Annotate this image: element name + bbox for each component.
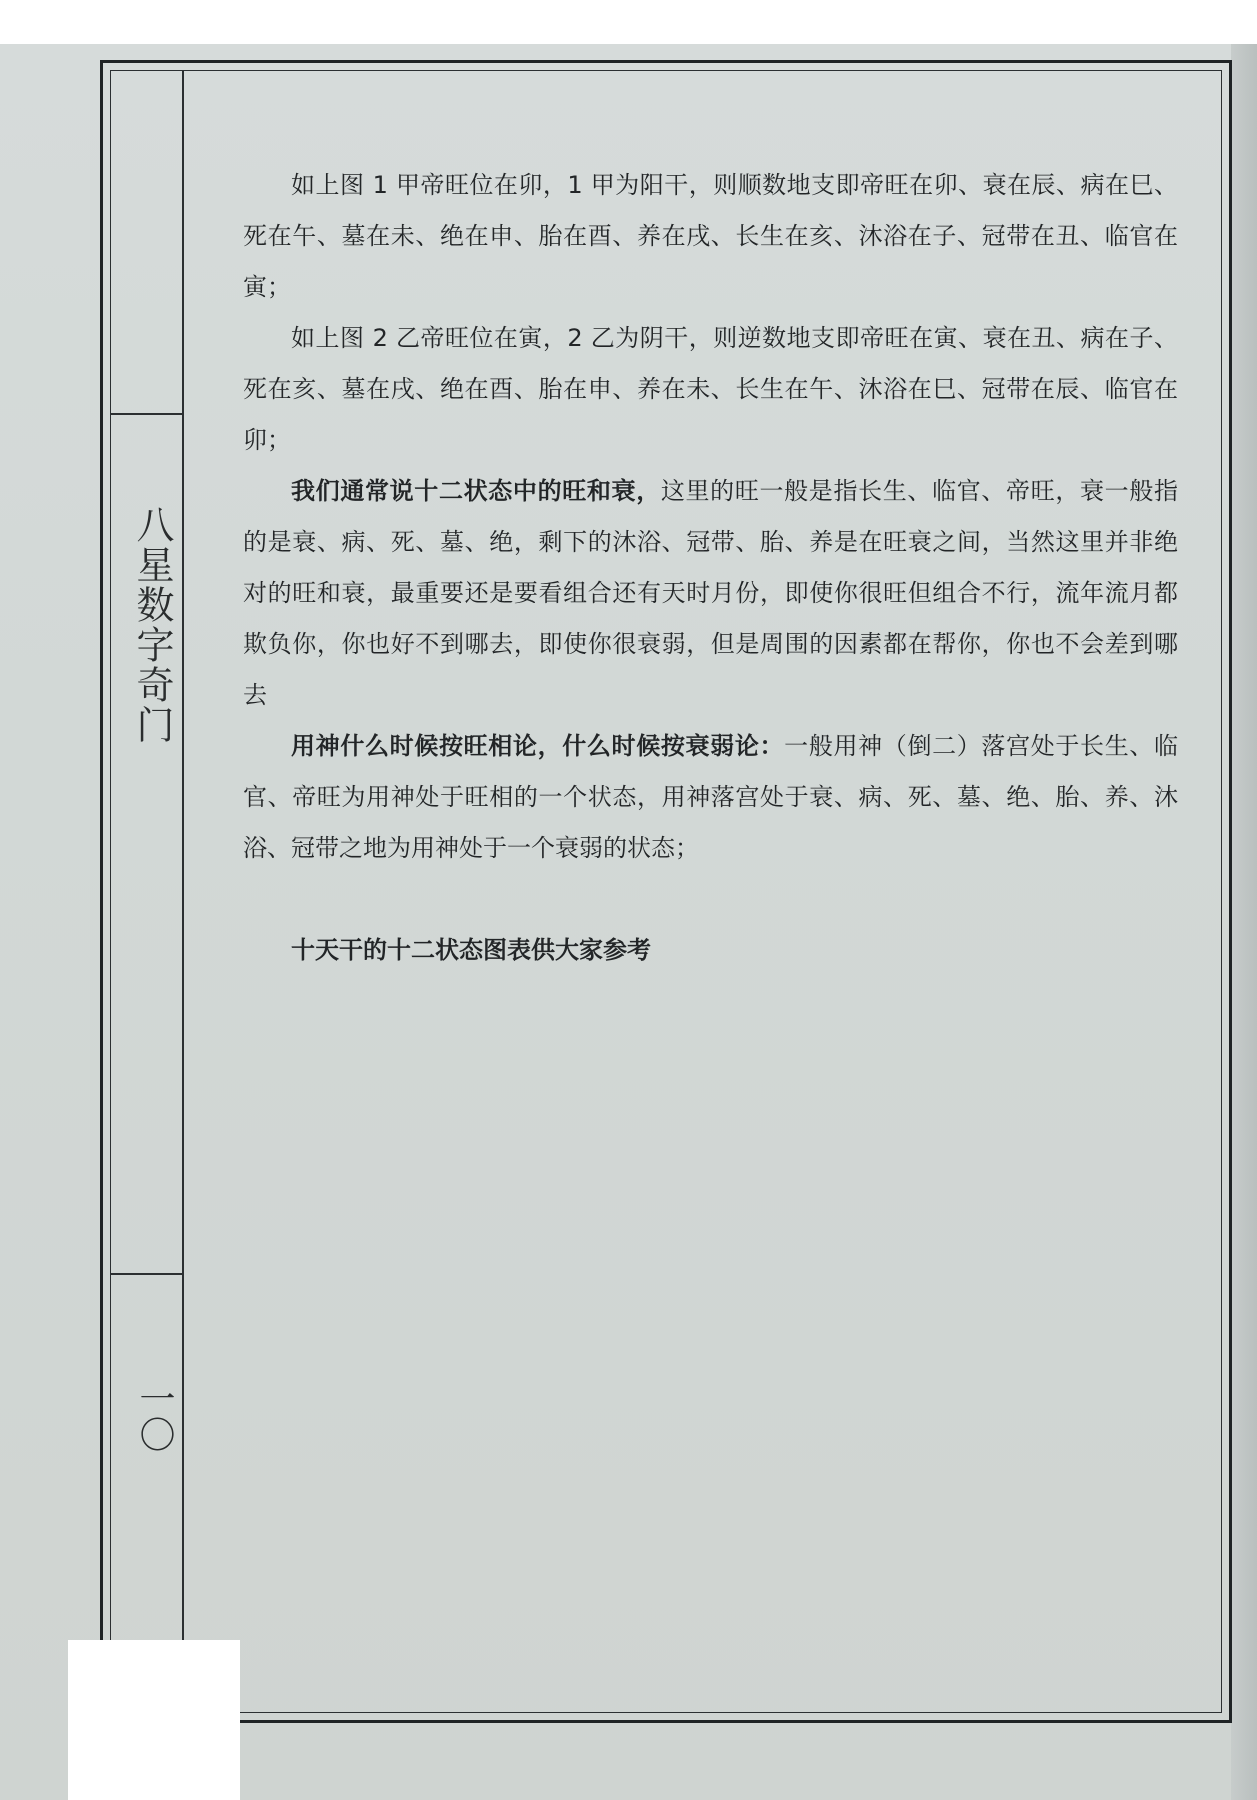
paragraph-text: 这里的旺一般是指长生、临官、帝旺，衰一般指的是衰、病、死、墓、绝，剩下的沐浴、冠带、胎、养是在旺衰之间，当然这里并非绝对的旺和衰，最重要还是要看组合还有天时月份，即使你很旺但组合不行，流年流月都欺负你，你也好不到哪去，即使你很衰弱，但是周围的因素都在帮你，你也不会差到哪去	[243, 477, 1179, 709]
paragraph-text: 如上图 2 乙帝旺位在寅，2 乙为阴干，则逆数地支即帝旺在寅、衰在丑、病在子、死在亥、墓在戌、绝在酉、胎在申、养在未、长生在午、沐浴在巳、冠带在辰、临官在卯；	[243, 324, 1178, 454]
body-text	[243, 160, 1178, 976]
paragraph	[243, 313, 1178, 466]
side-column-divider-bottom	[110, 1273, 184, 1275]
side-column-rule	[182, 70, 184, 1713]
side-column-divider-top	[110, 413, 184, 415]
side-book-title: 八星数字奇门	[130, 505, 174, 745]
section-heading: 十天干的十二状态图表供大家参考	[291, 936, 651, 964]
page-number: 一〇	[134, 1380, 175, 1452]
paragraph	[243, 466, 1178, 721]
paragraph-text: 如上图 1 甲帝旺位在卯，1 甲为阳干，则顺数地支即帝旺在卯、衰在辰、病在巳、死在午、墓在未、绝在申、胎在酉、养在戌、长生在亥、沐浴在子、冠带在丑、临官在寅；	[243, 171, 1178, 301]
paragraph	[243, 160, 1178, 313]
white-patch	[68, 1640, 240, 1800]
paragraph-text: 一般用神（倒二）落宫处于长生、临官、帝旺为用神处于旺相的一个状态，用神落宫处于衰、病、死、墓、绝、胎、养、沐浴、冠带之地为用神处于一个衰弱的状态；	[243, 732, 1179, 862]
paragraph-lead-bold: 用神什么时候按旺相论，什么时候按衰弱论：	[291, 732, 785, 760]
paragraph	[243, 721, 1178, 874]
page-edge	[1231, 44, 1257, 1800]
paragraph-lead-bold: 我们通常说十二状态中的旺和衰，	[291, 477, 661, 505]
spacer	[243, 874, 1178, 925]
